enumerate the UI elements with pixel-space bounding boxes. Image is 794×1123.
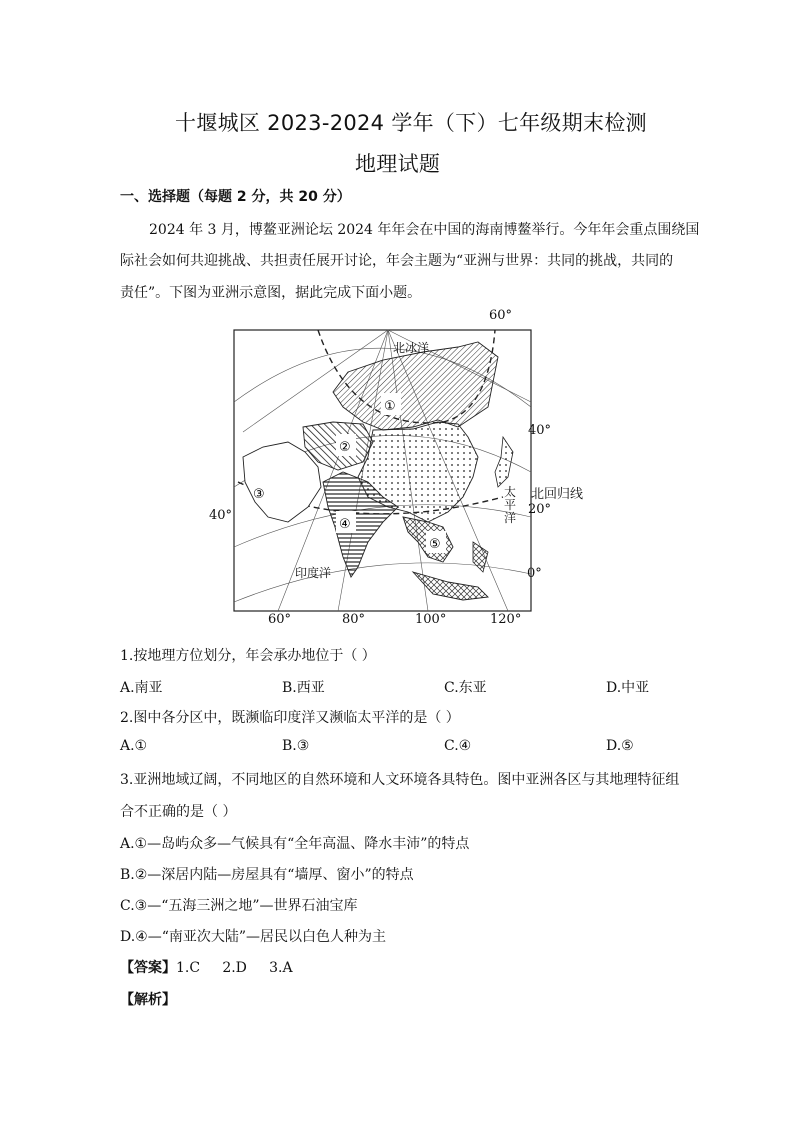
q1-option-a: A.南亚 [120,680,163,696]
answer-label: 【答案】 [120,960,176,976]
question-3-stem-line-2: 合不正确的是（ ） [120,804,237,820]
region-label-1: ① [384,399,396,414]
page-subtitle: 地理试题 [355,152,441,176]
question-3-stem-line-1: 3.亚洲地域辽阔，不同地区的自然环境和人文环境各具特色。图中亚洲各区与其地理特征组 [120,772,680,788]
pacific-label-3: 洋 [504,511,517,525]
q3-option-b: B.②—深居内陆—房屋具有“墙厚、窗小”的特点 [120,867,414,883]
analysis-label: 【解析】 [120,992,176,1008]
q2-option-b: B.③ [282,738,310,754]
lon-80-label: 80° [342,612,366,627]
q2-option-c: C.④ [444,738,472,754]
passage-line-2: 际社会如何共迎挑战、共担责任展开讨论，年会主题为“亚洲与世界：共同的挑战，共同的 [120,253,674,269]
lon-120-label: 120° [490,612,522,627]
q2-option-a: A.① [120,738,148,754]
arctic-ocean-label: 北冰洋 [393,341,430,355]
pacific-label-2: 平 [504,498,517,512]
q3-option-a: A.①—岛屿众多—气候具有“全年高温、降水丰沛”的特点 [120,836,470,852]
tropic-of-cancer-label: 北回归线 [531,487,584,502]
q3-option-d: D.④—“南亚次大陆”—居民以白色人种为主 [120,929,387,945]
lat-60-label: 60° [489,308,513,323]
passage-line-1: 2024 年 3 月，博鳌亚洲论坛 2024 年年会在中国的海南博鳌举行。今年年会重点围绕国 [149,222,700,238]
lat-20-label: 20° [528,502,552,517]
q1-option-c: C.东亚 [444,680,487,696]
q1-option-b: B.西亚 [282,680,325,696]
lon-100-label: 100° [415,612,447,627]
region-label-4: ④ [339,517,351,532]
asia-map [233,312,533,624]
lat-0-label: 0° [527,566,542,581]
q3-option-c: C.③—“五海三洲之地”—世界石油宝库 [120,898,358,914]
region-label-5: ⑤ [429,537,441,552]
pacific-label-1: 太 [504,485,517,499]
section-heading: 一、选择题（每题 2 分，共 20 分） [120,189,351,205]
lat-40-right-label: 40° [528,423,552,438]
page-title: 十堰城区 2023-2024 学年（下）七年级期末检测 [175,111,647,135]
question-1-stem: 1.按地理方位划分，年会承办地位于（ ） [120,648,376,664]
region-label-2: ② [339,440,351,455]
indian-ocean-label: 印度洋 [295,566,332,580]
q1-option-d: D.中亚 [606,680,650,696]
answer-values: 1.C 2.D 3.A [176,960,293,976]
question-2-stem: 2.图中各分区中，既濒临印度洋又濒临太平洋的是（ ） [120,710,460,726]
q2-option-d: D.⑤ [606,738,634,754]
passage-line-3: 责任”。下图为亚洲示意图，据此完成下面小题。 [120,285,422,301]
lon-60-label: 60° [268,612,292,627]
answer-line [120,957,293,977]
region-label-3: ③ [253,487,265,502]
lon-40-left-label: 40° [209,508,233,523]
